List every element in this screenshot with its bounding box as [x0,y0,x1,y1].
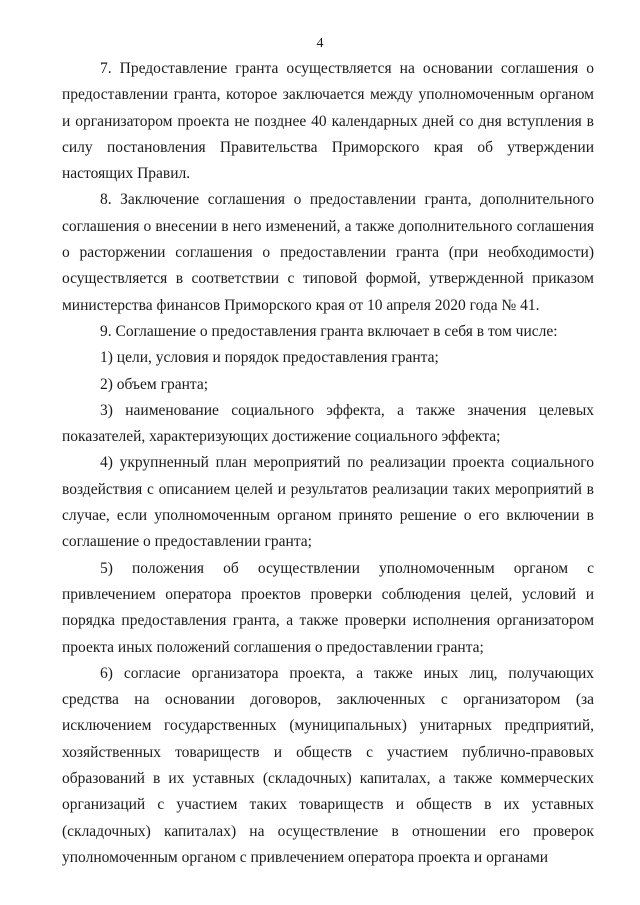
list-item-6: 6) согласие организатора проекта, а также иных лиц, получающих средства на основании договоров, заключенных с организатором (за исключением государственных (муниципальных) унитарных предприятий, хозяйственных товариществ и обществ с участием публично-правовых образований в их уставных (складочных) капиталах, а также коммерческих организаций с участием таких товариществ и обществ в их уставных (складочных) капиталах) на осуществление в отношении его проверок уполномоченным органом с привлечением оператора проекта и органами [62,664,594,866]
list-item-4: 4) укрупненный план мероприятий по реализации проекта социального воздействия с описанием целей и результатов реализации таких мероприятий в случае, если уполномоченным органом принято решение о его включении в соглашение о предоставлении гранта; [62,454,594,551]
document-body [62,56,594,871]
list-item-3: 3) наименование социального эффекта, а также значения целевых показателей, характеризующих достижение социального эффекта; [62,401,594,446]
page-number: 4 [316,36,324,51]
paragraph-7: 7. Предоставление гранта осуществляется на основании соглашения о предоставлении гранта, которое заключается между уполномоченным органом и организатором проекта не позднее 40 календарных дней со дня вступления в силу постановления Правительства Приморского края об утверждении настоящих Правил. [62,60,594,183]
list-item-1: 1) цели, условия и порядок предоставления гранта; [100,349,439,367]
list-item-2: 2) объем гранта; [100,375,209,393]
paragraph-8: 8. Заключение соглашения о предоставлении гранта, дополнительного соглашения о внесении в него изменений, а также дополнительного соглашения о расторжении соглашения о предоставлении гранта (при необходимости) осуществляется в соответствии с типовой формой, утвержденной приказом министерства финансов Приморского края от 10 апреля 2020 года № 41. [62,191,594,314]
list-item-5: 5) положения об осуществлении уполномоченным органом с привлечением оператора проектов проверки соблюдения целей, условий и порядка предоставления гранта, а также проверки исполнения организатором проекта иных положений соглашения о предоставлении гранта; [62,559,594,656]
paragraph-9: 9. Соглашение о предоставления гранта включает в себя в том числе: [100,322,558,340]
